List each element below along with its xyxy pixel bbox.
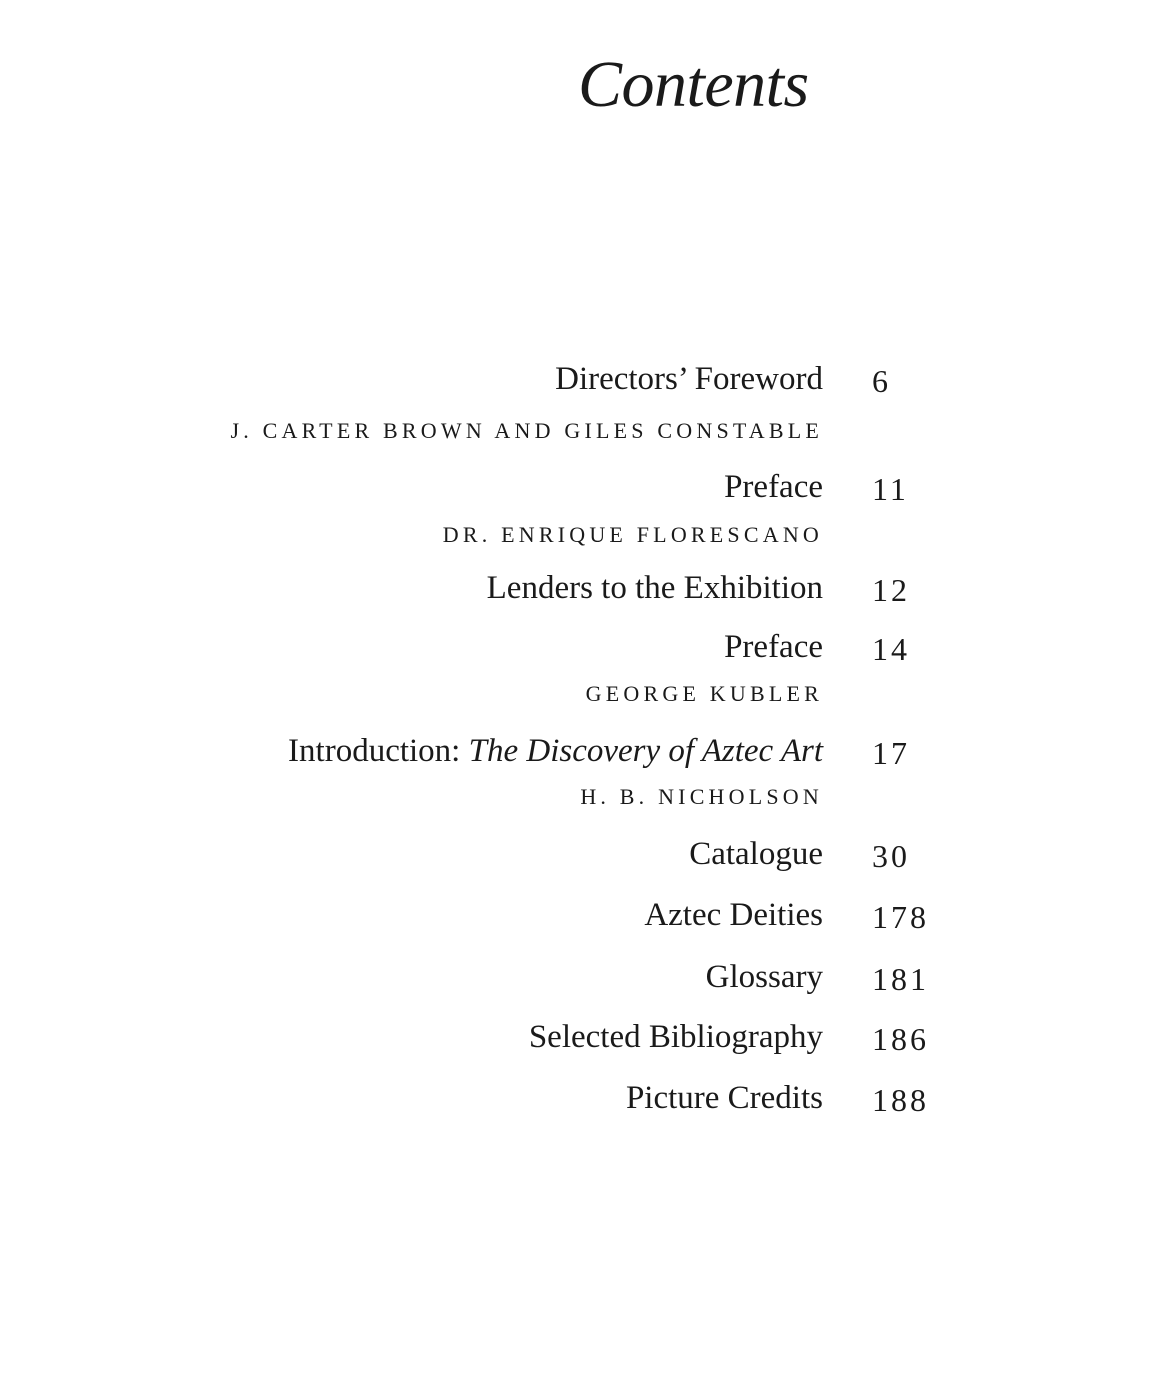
entry-page-number: 6 xyxy=(872,363,891,399)
entry-title: Aztec Deities xyxy=(644,897,823,933)
entry-page-number: 186 xyxy=(872,1021,929,1057)
entry-title: Catalogue xyxy=(689,836,823,872)
entry-title: Selected Bibliography xyxy=(528,1019,823,1055)
entry-title: Picture Credits xyxy=(625,1080,823,1116)
entry-author: DR. ENRIQUE FLORESCANO xyxy=(442,522,823,547)
entry-author: GEORGE KUBLER xyxy=(585,681,823,706)
entry-title: Lenders to the Exhibition xyxy=(486,570,823,606)
entry-page-number: 14 xyxy=(872,631,910,667)
entry-title: Preface xyxy=(724,469,823,505)
entry-title xyxy=(288,735,823,768)
entry-title-roman: Introduction: xyxy=(288,733,469,769)
entry-author: J. CARTER BROWN AND GILES CONSTABLE xyxy=(230,418,823,443)
entry-title: Directors’ Foreword xyxy=(555,361,823,397)
entry-title: Glossary xyxy=(705,959,823,995)
entry-title-italic: The Discovery of Aztec Art xyxy=(468,733,823,769)
entry-page-number: 181 xyxy=(872,961,929,997)
page-title: Contents xyxy=(578,48,809,121)
entry-page-number: 12 xyxy=(872,572,910,608)
entry-author: H. B. NICHOLSON xyxy=(580,784,823,809)
entry-page-number: 178 xyxy=(872,899,929,935)
entry-page-number: 30 xyxy=(872,838,910,874)
entry-page-number: 188 xyxy=(872,1082,929,1118)
entry-page-number: 11 xyxy=(872,471,909,507)
entry-page-number: 17 xyxy=(872,735,910,771)
entry-title: Preface xyxy=(724,629,823,665)
